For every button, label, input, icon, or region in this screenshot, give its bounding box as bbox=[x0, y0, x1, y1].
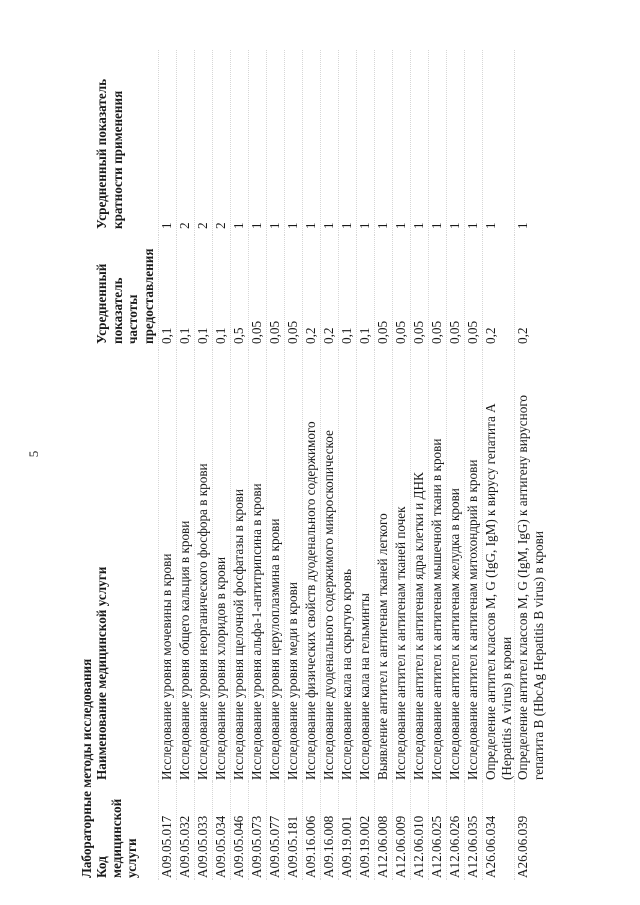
row-name: Исследование уровня щелочной фосфатазы в крови bbox=[231, 350, 249, 782]
row-code: A26.06.034 bbox=[483, 782, 515, 880]
header-multiplicity: Усредненный показатель кратности применения bbox=[94, 78, 125, 229]
table-row bbox=[195, 50, 213, 880]
row-multiplicity: 1 bbox=[515, 50, 547, 235]
header-frequency: Усредненный показатель частоты предоставления bbox=[94, 248, 156, 344]
row-multiplicity: 1 bbox=[303, 50, 321, 235]
row-multiplicity: 1 bbox=[465, 50, 483, 235]
table-row bbox=[303, 50, 321, 880]
table-row bbox=[411, 50, 429, 880]
services-table bbox=[94, 50, 546, 880]
row-name: Исследование уровня хлоридов в крови bbox=[213, 350, 231, 782]
row-code: A09.19.001 bbox=[339, 782, 357, 880]
rotated-page-content bbox=[80, 50, 570, 880]
row-code: A09.05.181 bbox=[285, 782, 303, 880]
row-frequency: 0,1 bbox=[357, 235, 375, 350]
row-code: A09.05.033 bbox=[195, 782, 213, 880]
row-multiplicity: 1 bbox=[249, 50, 267, 235]
row-code: A12.06.025 bbox=[429, 782, 447, 880]
row-frequency: 0,1 bbox=[213, 235, 231, 350]
header-code: Код медицинской услуги bbox=[94, 798, 139, 878]
row-multiplicity: 1 bbox=[321, 50, 339, 235]
row-code: A09.16.008 bbox=[321, 782, 339, 880]
table-row bbox=[515, 50, 547, 880]
row-name: Определение антител классов M, G (IgM, IgG) к антигену вирусного гепатита B (HbcAg Hepatitis B virus) в крови bbox=[515, 350, 547, 782]
table-row bbox=[375, 50, 393, 880]
row-frequency: 0,1 bbox=[339, 235, 357, 350]
row-frequency: 0,05 bbox=[249, 235, 267, 350]
row-multiplicity: 1 bbox=[429, 50, 447, 235]
row-name: Исследование уровня альфа-1-антитрипсина в крови bbox=[249, 350, 267, 782]
row-code: A09.05.017 bbox=[159, 782, 177, 880]
row-frequency: 0,5 bbox=[231, 235, 249, 350]
row-multiplicity: 1 bbox=[285, 50, 303, 235]
row-frequency: 0,05 bbox=[267, 235, 285, 350]
row-name: Выявление антител к антигенам тканей легкого bbox=[375, 350, 393, 782]
row-multiplicity: 1 bbox=[393, 50, 411, 235]
row-code: A12.06.026 bbox=[447, 782, 465, 880]
row-name: Исследование уровня меди в крови bbox=[285, 350, 303, 782]
row-name: Определение антител классов M, G (IgG, IgM) к вирусу гепатита A (Hepatitis A virus) в крови bbox=[483, 350, 515, 782]
row-name: Исследование антител к антигенам ядра клетки и ДНК bbox=[411, 350, 429, 782]
table-row bbox=[447, 50, 465, 880]
table-row bbox=[429, 50, 447, 880]
row-multiplicity: 1 bbox=[447, 50, 465, 235]
row-name: Исследование дуоденального содержимого микроскопическое bbox=[321, 350, 339, 782]
row-frequency: 0,05 bbox=[411, 235, 429, 350]
row-multiplicity: 2 bbox=[195, 50, 213, 235]
row-code: A09.05.073 bbox=[249, 782, 267, 880]
row-multiplicity: 1 bbox=[483, 50, 515, 235]
row-multiplicity: 1 bbox=[267, 50, 285, 235]
table-body bbox=[159, 50, 547, 880]
table-row bbox=[231, 50, 249, 880]
page-number: 5 bbox=[26, 450, 41, 458]
row-multiplicity: 1 bbox=[231, 50, 249, 235]
row-multiplicity: 1 bbox=[411, 50, 429, 235]
row-name: Исследование уровня церулоплазмина в крови bbox=[267, 350, 285, 782]
row-name: Исследование кала на скрытую кровь bbox=[339, 350, 357, 782]
row-multiplicity: 2 bbox=[177, 50, 195, 235]
row-multiplicity: 1 bbox=[375, 50, 393, 235]
row-frequency: 0,05 bbox=[447, 235, 465, 350]
row-code: A26.06.039 bbox=[515, 782, 547, 880]
row-frequency: 0,2 bbox=[515, 235, 547, 350]
row-code: A09.16.006 bbox=[303, 782, 321, 880]
row-frequency: 0,1 bbox=[195, 235, 213, 350]
row-multiplicity: 1 bbox=[159, 50, 177, 235]
row-code: A12.06.008 bbox=[375, 782, 393, 880]
row-multiplicity: 1 bbox=[339, 50, 357, 235]
table-row bbox=[159, 50, 177, 880]
table-row bbox=[393, 50, 411, 880]
row-name: Исследование кала на гельминты bbox=[357, 350, 375, 782]
row-frequency: 0,05 bbox=[429, 235, 447, 350]
table-row bbox=[285, 50, 303, 880]
row-name: Исследование антител к антигенам тканей почек bbox=[393, 350, 411, 782]
row-frequency: 0,1 bbox=[177, 235, 195, 350]
table-row bbox=[357, 50, 375, 880]
row-name: Исследование антител к антигенам митохондрий в крови bbox=[465, 350, 483, 782]
row-frequency: 0,2 bbox=[321, 235, 339, 350]
table-row bbox=[321, 50, 339, 880]
row-name: Исследование физических свойств дуоденального содержимого bbox=[303, 350, 321, 782]
row-code: A12.06.009 bbox=[393, 782, 411, 880]
row-code: A09.19.002 bbox=[357, 782, 375, 880]
section-title: Лабораторные методы исследования bbox=[79, 658, 94, 878]
row-name: Исследование уровня мочевины в крови bbox=[159, 350, 177, 782]
row-code: A09.05.032 bbox=[177, 782, 195, 880]
row-code: A12.06.010 bbox=[411, 782, 429, 880]
row-name: Исследование антител к антигенам мышечной ткани в крови bbox=[429, 350, 447, 782]
table-row bbox=[213, 50, 231, 880]
table-row bbox=[267, 50, 285, 880]
row-multiplicity: 2 bbox=[213, 50, 231, 235]
row-frequency: 0,05 bbox=[465, 235, 483, 350]
row-frequency: 0,05 bbox=[285, 235, 303, 350]
row-frequency: 0,05 bbox=[375, 235, 393, 350]
row-frequency: 0,1 bbox=[159, 235, 177, 350]
table-row bbox=[177, 50, 195, 880]
row-frequency: 0,05 bbox=[393, 235, 411, 350]
table-row bbox=[249, 50, 267, 880]
row-frequency: 0,2 bbox=[303, 235, 321, 350]
row-name: Исследование уровня неорганического фосфора в крови bbox=[195, 350, 213, 782]
row-code: A09.05.077 bbox=[267, 782, 285, 880]
row-code: A09.05.046 bbox=[231, 782, 249, 880]
table-row bbox=[483, 50, 515, 880]
row-frequency: 0,2 bbox=[483, 235, 515, 350]
header-name: Наименование медицинской услуги bbox=[94, 566, 109, 780]
row-name: Исследование антител к антигенам желудка в крови bbox=[447, 350, 465, 782]
row-name: Исследование уровня общего кальция в крови bbox=[177, 350, 195, 782]
row-multiplicity: 1 bbox=[357, 50, 375, 235]
row-code: A09.05.034 bbox=[213, 782, 231, 880]
table-row bbox=[339, 50, 357, 880]
row-code: A12.06.035 bbox=[465, 782, 483, 880]
table-row bbox=[465, 50, 483, 880]
table-header-row bbox=[94, 50, 159, 880]
